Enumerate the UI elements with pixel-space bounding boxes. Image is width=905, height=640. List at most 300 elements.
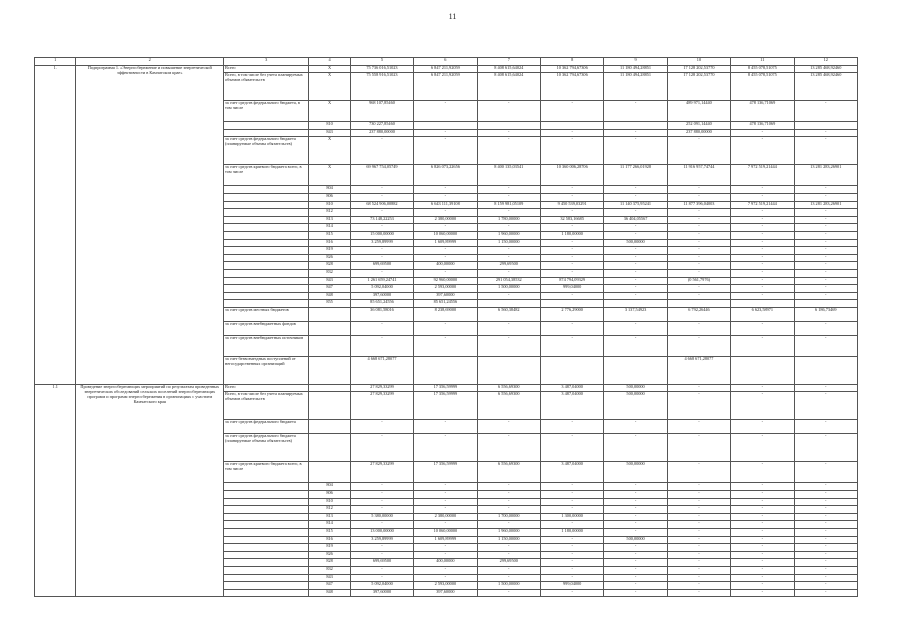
value-cell: [667, 300, 730, 308]
funding-source: [224, 574, 309, 582]
budget-code: 832: [309, 567, 350, 575]
value-cell: 6 643 111,39108: [414, 201, 477, 209]
value-cell: 8 400 135,03541: [477, 165, 540, 186]
value-cell: -: [667, 551, 730, 559]
value-cell: -: [414, 491, 477, 499]
value-cell: 75 736 016,51023: [350, 65, 413, 73]
value-cell: -: [731, 231, 794, 239]
value-cell: -: [731, 559, 794, 567]
funding-source: Всего, в том числе без учета планируемых объемов обязательств: [224, 73, 309, 101]
value-cell: -: [731, 506, 794, 514]
value-cell: -: [350, 574, 413, 582]
funding-source: [224, 193, 309, 201]
value-cell: -: [604, 506, 667, 514]
value-cell: -: [477, 521, 540, 529]
budget-code: 815: [309, 231, 350, 239]
budget-code: 812: [309, 209, 350, 217]
section-title: Подпрограмма 1. «Энергосбережение и повышение энергетической эффективности в Камчатском крае»: [76, 65, 224, 384]
value-cell: -: [477, 321, 540, 335]
value-cell: 68 524 906,00882: [350, 201, 413, 209]
value-cell: -: [667, 582, 730, 590]
value-cell: -: [667, 186, 730, 194]
funding-source: [224, 567, 309, 575]
value-cell: 252 091,14440: [667, 122, 730, 130]
funding-source: [224, 254, 309, 262]
value-cell: 6 826 073,22656: [414, 165, 477, 186]
value-cell: -: [731, 224, 794, 232]
value-cell: 1 960,00000: [477, 231, 540, 239]
value-cell: -: [604, 434, 667, 462]
value-cell: -: [794, 506, 857, 514]
value-cell: -: [477, 506, 540, 514]
funding-source: [224, 506, 309, 514]
value-cell: -: [667, 285, 730, 293]
value-cell: -: [667, 567, 730, 575]
value-cell: -: [667, 321, 730, 335]
funding-source: за счет средств внебюджетных источников: [224, 335, 309, 356]
value-cell: 10 060,00000: [414, 231, 477, 239]
value-cell: -: [477, 574, 540, 582]
value-cell: -: [414, 129, 477, 137]
value-cell: -: [794, 285, 857, 293]
value-cell: -: [604, 513, 667, 521]
value-cell: -: [604, 498, 667, 506]
value-cell: -: [477, 129, 540, 137]
value-cell: -: [667, 231, 730, 239]
funding-source: [224, 186, 309, 194]
value-cell: 2 593,00000: [414, 582, 477, 590]
budget-code: 848: [309, 292, 350, 300]
value-cell: -: [477, 483, 540, 491]
value-cell: 36 404,05567: [604, 216, 667, 224]
value-cell: -: [667, 137, 730, 165]
value-cell: -: [540, 262, 603, 270]
value-cell: -: [731, 239, 794, 247]
value-cell: -: [350, 193, 413, 201]
value-cell: -: [794, 559, 857, 567]
value-cell: 400,00000: [414, 262, 477, 270]
value-cell: 17 128 202,53770: [667, 73, 730, 101]
budget-code: [309, 434, 350, 462]
value-cell: -: [794, 589, 857, 597]
funding-source: [224, 216, 309, 224]
value-cell: -: [604, 521, 667, 529]
value-cell: -: [540, 491, 603, 499]
funding-source: [224, 483, 309, 491]
value-cell: -: [794, 254, 857, 262]
budget-code: 816: [309, 536, 350, 544]
value-cell: 4 668 671,28077: [667, 356, 730, 384]
funding-source: [224, 209, 309, 217]
budget-code: [309, 462, 350, 483]
value-cell: 5 092,04000: [350, 582, 413, 590]
value-cell: -: [731, 137, 794, 165]
budget-code: [309, 420, 350, 434]
value-cell: -: [667, 239, 730, 247]
value-cell: 3 487,04000: [540, 384, 603, 392]
value-cell: 6 560,38482: [477, 307, 540, 321]
value-cell: 397,60000: [414, 589, 477, 597]
value-cell: 500,00000: [604, 392, 667, 420]
value-cell: -: [667, 462, 730, 483]
value-cell: -: [414, 137, 477, 165]
value-cell: -: [477, 420, 540, 434]
value-cell: 6 556,69300: [477, 462, 540, 483]
value-cell: 397,60000: [350, 292, 413, 300]
value-cell: -: [477, 269, 540, 277]
value-cell: -: [604, 224, 667, 232]
value-cell: 291 054,38532: [477, 277, 540, 285]
funding-source: [224, 277, 309, 285]
value-cell: -: [667, 247, 730, 255]
value-cell: 1 150,00000: [477, 239, 540, 247]
value-cell: -: [350, 551, 413, 559]
value-cell: -: [731, 420, 794, 434]
value-cell: 874 794,09329: [540, 277, 603, 285]
value-cell: -: [604, 277, 667, 285]
value-cell: 10 362 794,67306: [540, 65, 603, 73]
funding-source: [224, 300, 309, 308]
value-cell: -: [540, 544, 603, 552]
value-cell: 3 259,89999: [350, 536, 413, 544]
value-cell: -: [667, 574, 730, 582]
budget-code: [309, 335, 350, 356]
budget-code: 806: [309, 193, 350, 201]
value-cell: -: [350, 269, 413, 277]
value-cell: -: [414, 101, 477, 122]
value-cell: 5 092,04000: [350, 285, 413, 293]
value-cell: -: [540, 224, 603, 232]
value-cell: 17 128 202,53770: [667, 65, 730, 73]
value-cell: -: [477, 101, 540, 122]
budget-code: [309, 384, 350, 392]
value-cell: -: [731, 529, 794, 537]
value-cell: 13 281 283,26901: [794, 201, 857, 209]
value-cell: 92 960,00000: [414, 277, 477, 285]
value-cell: 27 829,33299: [350, 392, 413, 420]
section-number: 1.: [35, 65, 76, 384]
value-cell: -: [350, 506, 413, 514]
value-cell: -: [794, 186, 857, 194]
value-cell: -: [667, 521, 730, 529]
value-cell: -: [604, 262, 667, 270]
header-cell: 1: [35, 58, 76, 66]
budget-code: 848: [309, 589, 350, 597]
value-cell: 85 651,24556: [350, 300, 413, 308]
table-row: [35, 384, 858, 392]
value-cell: -: [540, 506, 603, 514]
value-cell: 968 107,85460: [350, 101, 413, 122]
value-cell: -: [731, 567, 794, 575]
value-cell: [540, 300, 603, 308]
funding-source: [224, 247, 309, 255]
value-cell: -: [540, 101, 603, 122]
value-cell: -: [350, 209, 413, 217]
page-number: 11: [448, 12, 457, 21]
value-cell: -: [350, 567, 413, 575]
budget-code: 813: [309, 216, 350, 224]
value-cell: -: [731, 254, 794, 262]
value-cell: -: [414, 269, 477, 277]
value-cell: -: [604, 551, 667, 559]
value-cell: 1 300,00000: [540, 513, 603, 521]
value-cell: 85 651,24556: [414, 300, 477, 308]
funding-source: [224, 269, 309, 277]
value-cell: -: [477, 292, 540, 300]
value-cell: -: [794, 434, 857, 462]
value-cell: -: [794, 269, 857, 277]
value-cell: -: [667, 420, 730, 434]
value-cell: -: [414, 321, 477, 335]
value-cell: 1 500,00000: [477, 582, 540, 590]
header-cell: 11: [731, 58, 794, 66]
funding-source: за счет средств федерального бюджета (планируемые объемы обязательств): [224, 137, 309, 165]
value-cell: 299,69500: [477, 559, 540, 567]
value-cell: -: [731, 209, 794, 217]
header-cell: 7: [477, 58, 540, 66]
value-cell: [794, 122, 857, 130]
header-cell: 8: [540, 58, 603, 66]
value-cell: 237 880,00000: [350, 129, 413, 137]
value-cell: -: [794, 321, 857, 335]
funding-source: [224, 589, 309, 597]
value-cell: 489 971,14440: [667, 101, 730, 122]
funding-source: [224, 262, 309, 270]
value-cell: 478 136,71069: [731, 101, 794, 122]
value-cell: -: [731, 462, 794, 483]
value-cell: -: [731, 262, 794, 270]
value-cell: -: [794, 544, 857, 552]
value-cell: -: [667, 498, 730, 506]
value-cell: -: [604, 491, 667, 499]
value-cell: [477, 300, 540, 308]
funding-source: за счет средств внебюджетных фондов: [224, 321, 309, 335]
value-cell: -: [350, 137, 413, 165]
funding-source: [224, 513, 309, 521]
value-cell: -: [414, 574, 477, 582]
value-cell: 17 356,59999: [414, 384, 477, 392]
value-cell: -: [731, 285, 794, 293]
value-cell: 8 455 078,51075: [731, 73, 794, 101]
value-cell: -: [477, 137, 540, 165]
value-cell: -: [604, 420, 667, 434]
budget-code: 810: [309, 122, 350, 130]
value-cell: 4 668 671,28077: [350, 356, 413, 384]
value-cell: 1 700,00000: [477, 513, 540, 521]
funding-source: [224, 129, 309, 137]
value-cell: 397,60000: [414, 292, 477, 300]
value-cell: -: [540, 209, 603, 217]
value-cell: 699,69500: [350, 559, 413, 567]
value-cell: 11 140 375,95241: [604, 201, 667, 209]
value-cell: -: [540, 589, 603, 597]
value-cell: -: [414, 521, 477, 529]
value-cell: 9 450 539,03291: [540, 201, 603, 209]
value-cell: -: [604, 544, 667, 552]
value-cell: 11 877 396,04003: [667, 201, 730, 209]
value-cell: -: [477, 491, 540, 499]
value-cell: -: [477, 498, 540, 506]
value-cell: -: [540, 551, 603, 559]
value-cell: -: [350, 434, 413, 462]
value-cell: 2 776,29000: [540, 307, 603, 321]
value-cell: -: [604, 231, 667, 239]
value-cell: -: [731, 292, 794, 300]
value-cell: -: [350, 483, 413, 491]
value-cell: -: [604, 247, 667, 255]
value-cell: -: [540, 567, 603, 575]
budget-code: 826: [309, 254, 350, 262]
value-cell: -: [794, 231, 857, 239]
header-cell: 12: [794, 58, 857, 66]
value-cell: (0 561,7976): [667, 277, 730, 285]
value-cell: 500,00000: [604, 536, 667, 544]
funding-source: [224, 231, 309, 239]
value-cell: 69 967 754,05749: [350, 165, 413, 186]
budget-code: 855: [309, 300, 350, 308]
value-cell: -: [350, 544, 413, 552]
value-cell: -: [794, 483, 857, 491]
value-cell: -: [540, 498, 603, 506]
value-cell: [540, 356, 603, 384]
table-row: [35, 65, 858, 73]
value-cell: [414, 122, 477, 130]
value-cell: -: [731, 574, 794, 582]
value-cell: 1 500,00000: [477, 285, 540, 293]
value-cell: -: [540, 247, 603, 255]
budget-code: X: [309, 65, 350, 73]
value-cell: -: [540, 536, 603, 544]
value-cell: -: [794, 567, 857, 575]
value-cell: -: [604, 209, 667, 217]
value-cell: [794, 356, 857, 384]
value-cell: 6 556,69300: [477, 392, 540, 420]
value-cell: [540, 122, 603, 130]
value-cell: -: [604, 254, 667, 262]
value-cell: 5 380,00000: [350, 513, 413, 521]
budget-code: 812: [309, 506, 350, 514]
value-cell: 2 380,00000: [414, 216, 477, 224]
value-cell: 6 556,69300: [477, 384, 540, 392]
value-cell: 27 829,33299: [350, 462, 413, 483]
value-cell: -: [794, 513, 857, 521]
funding-source: [224, 529, 309, 537]
funding-source: [224, 521, 309, 529]
budget-code: 806: [309, 491, 350, 499]
value-cell: 400,00000: [414, 559, 477, 567]
header-cell: 4: [309, 58, 350, 66]
value-cell: -: [604, 292, 667, 300]
funding-source: за счет средств федерального бюджета (планируемые объемы обязательств): [224, 434, 309, 462]
funding-source: [224, 559, 309, 567]
budget-code: 843: [309, 277, 350, 285]
value-cell: -: [667, 262, 730, 270]
value-cell: -: [414, 247, 477, 255]
value-cell: -: [667, 529, 730, 537]
budget-code: 804: [309, 483, 350, 491]
value-cell: -: [794, 277, 857, 285]
value-cell: -: [731, 521, 794, 529]
value-cell: -: [667, 216, 730, 224]
value-cell: -: [477, 567, 540, 575]
value-cell: -: [794, 529, 857, 537]
budget-code: 843: [309, 129, 350, 137]
value-cell: 730 227,85460: [350, 122, 413, 130]
value-cell: 73 148,22253: [350, 216, 413, 224]
budget-code: X: [309, 137, 350, 165]
funding-source: Всего: [224, 384, 309, 392]
value-cell: -: [414, 335, 477, 356]
value-cell: -: [414, 544, 477, 552]
value-cell: -: [477, 551, 540, 559]
value-cell: -: [794, 574, 857, 582]
value-cell: -: [731, 129, 794, 137]
value-cell: -: [604, 589, 667, 597]
value-cell: -: [414, 498, 477, 506]
value-cell: -: [604, 137, 667, 165]
value-cell: -: [604, 559, 667, 567]
value-cell: 1 180,00000: [540, 231, 603, 239]
budget-code: 843: [309, 574, 350, 582]
value-cell: -: [667, 269, 730, 277]
section-number: 1.1: [35, 384, 76, 597]
value-cell: [477, 356, 540, 384]
value-cell: -: [350, 321, 413, 335]
value-cell: -: [731, 589, 794, 597]
value-cell: -: [540, 574, 603, 582]
budget-code: [309, 321, 350, 335]
value-cell: 500,00000: [604, 239, 667, 247]
section-title: Проведение энергосберегающих мероприятий по результатам проведенных энергетических обследований сельских поселений энергосберегающих программ и программ энергосбережения в организациях с участием Камчатского края: [76, 384, 224, 597]
value-cell: [604, 356, 667, 384]
value-cell: -: [350, 224, 413, 232]
value-cell: -: [477, 193, 540, 201]
value-cell: -: [350, 491, 413, 499]
funding-source: за счет средств федерального бюджета, в том числе: [224, 101, 309, 122]
value-cell: 10 362 794,67306: [540, 73, 603, 101]
value-cell: -: [604, 269, 667, 277]
budget-code: 815: [309, 529, 350, 537]
value-cell: -: [477, 209, 540, 217]
value-cell: 7 972 519,21444: [731, 165, 794, 186]
value-cell: -: [731, 551, 794, 559]
value-cell: -: [794, 137, 857, 165]
value-cell: 1 180,00000: [540, 529, 603, 537]
value-cell: 11 916 957,74744: [667, 165, 730, 186]
value-cell: -: [414, 420, 477, 434]
value-cell: -: [414, 551, 477, 559]
value-cell: -: [477, 224, 540, 232]
value-cell: -: [477, 335, 540, 356]
value-cell: -: [794, 536, 857, 544]
value-cell: -: [540, 483, 603, 491]
value-cell: [604, 122, 667, 130]
value-cell: -: [731, 321, 794, 335]
value-cell: -: [604, 129, 667, 137]
budget-code: 847: [309, 582, 350, 590]
value-cell: -: [667, 544, 730, 552]
value-cell: 11 180 494,28851: [604, 65, 667, 73]
value-cell: -: [414, 506, 477, 514]
value-cell: -: [667, 506, 730, 514]
value-cell: -: [477, 247, 540, 255]
budget-code: X: [309, 165, 350, 186]
value-cell: 237 880,00000: [667, 129, 730, 137]
value-cell: -: [667, 483, 730, 491]
value-cell: 13 000,00000: [350, 529, 413, 537]
value-cell: 699,69500: [350, 262, 413, 270]
value-cell: -: [794, 129, 857, 137]
